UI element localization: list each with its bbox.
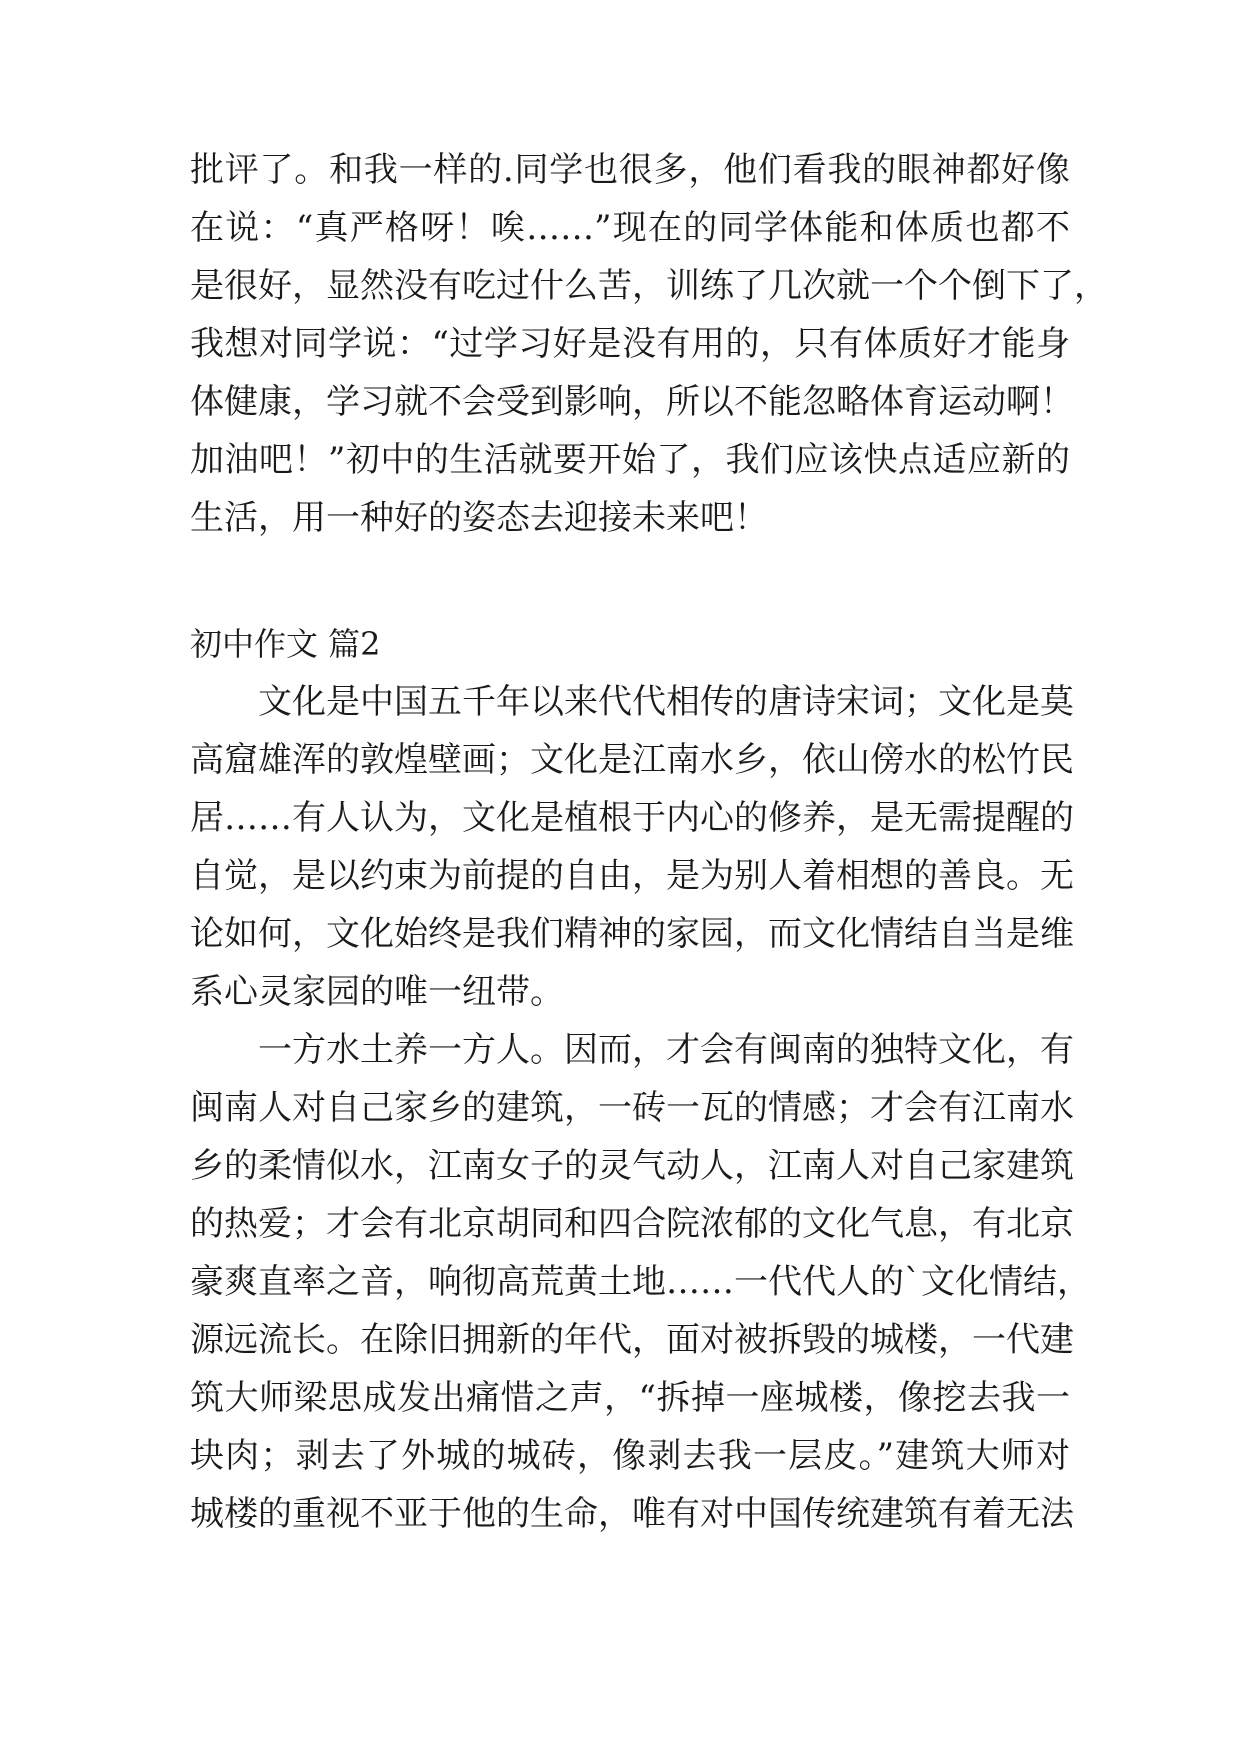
- text-line: 文化是中国五千年以来代代相传的唐诗宋词；文化是莫: [258, 682, 1074, 722]
- text-line: 源远流长。在除旧拥新的年代，面对被拆毁的城楼，一代建: [190, 1320, 1074, 1360]
- text-line: 一方水土养一方人。因而，才会有闽南的独特文化，有: [258, 1030, 1074, 1070]
- section-heading: 初中作文 篇2: [190, 625, 381, 663]
- text-line: 生活，用一种好的姿态去迎接未来吧！: [190, 498, 768, 538]
- text-line: 居……有人认为，文化是植根于内心的修养，是无需提醒的: [190, 798, 1074, 838]
- text-line: 城楼的重视不亚于他的生命，唯有对中国传统建筑有着无法: [190, 1494, 1074, 1534]
- text-line: 我想对同学说：“过学习好是没有用的，只有体质好才能身: [190, 324, 1070, 364]
- text-line: 系心灵家园的唯一纽带。: [190, 972, 564, 1012]
- text-line: 论如何，文化始终是我们精神的家园，而文化情结自当是维: [190, 914, 1074, 954]
- text-line: 闽南人对自己家乡的建筑，一砖一瓦的情感；才会有江南水: [190, 1088, 1074, 1128]
- text-line: 自觉，是以约束为前提的自由，是为别人着相想的善良。无: [190, 856, 1074, 896]
- text-line: 体健康，学习就不会受到影响，所以不能忽略体育运动啊！: [190, 382, 1074, 422]
- text-line: 加油吧！”初中的生活就要开始了，我们应该快点适应新的: [190, 440, 1070, 480]
- text-line: 块肉；剥去了外城的城砖，像剥去我一层皮。”建筑大师对: [190, 1436, 1070, 1476]
- text-line: 筑大师梁思成发出痛惜之声，“拆掉一座城楼，像挖去我一: [190, 1378, 1070, 1418]
- text-line: 是很好，显然没有吃过什么苦，训练了几次就一个个倒下了，: [190, 266, 1108, 306]
- text-line: 批评了。和我一样的.同学也很多，他们看我的眼神都好像: [190, 150, 1070, 190]
- text-line: 豪爽直率之音，响彻高荒黄土地……一代代人的`文化情结，: [190, 1262, 1091, 1302]
- text-line: 高窟雄浑的敦煌壁画；文化是江南水乡，依山傍水的松竹民: [190, 740, 1074, 780]
- text-line: 在说：“真严格呀！唉……”现在的同学体能和体质也都不: [190, 208, 1070, 248]
- text-line: 乡的柔情似水，江南女子的灵气动人，江南人对自己家建筑: [190, 1146, 1074, 1186]
- text-line: 的热爱；才会有北京胡同和四合院浓郁的文化气息，有北京: [190, 1204, 1074, 1244]
